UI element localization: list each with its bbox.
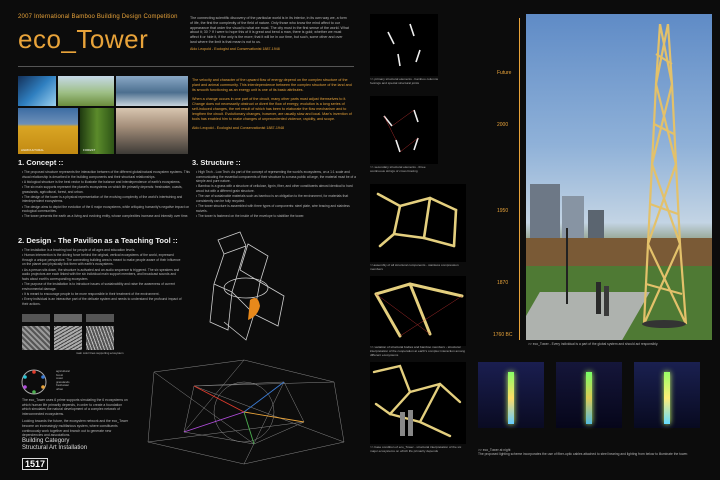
leopold-quote <box>192 78 352 135</box>
entry-number: 1517 <box>22 458 48 470</box>
sketch-thumb-3 <box>86 326 114 350</box>
model-view-2 <box>370 96 438 164</box>
night-view-2 <box>556 362 622 428</box>
structure-list <box>196 170 356 219</box>
ecosystem-photo-forest <box>80 108 114 154</box>
sketch-thumb-1 <box>22 326 50 350</box>
model-primary-elements <box>370 14 438 76</box>
model-view-3 <box>370 184 466 262</box>
leopold-quote-p2: When a change occurs in one part of the circuit, many other parts must adjust themselves to it. Change does not necessarily obstruct or divert the flow of energy; evolution is a long series of self-induced changes, the net result of which has been to elaborate the flow mechanism and to lengthen the circuit. Evolutionary changes, however, are usually slow and local. Man's invention of tools has enabled him to make changes of unprecedented violence, rapidity, and scope. <box>192 97 352 121</box>
photo-label-forest: FOREST <box>83 148 96 152</box>
concept-item: • The six main supports represent the planet's ecosystems on which life primarily depends: freshwater, coasts, grasslands, agricultural, forest, and urban. <box>22 184 183 194</box>
person-figure-icon <box>248 298 260 320</box>
poster-title: eco_Tower <box>18 24 149 54</box>
structure-item: • The tower structure is assembled with three types of components: steel plate, wire bracing and stainless swivels. <box>196 203 350 213</box>
ecosystem-photo-urban <box>116 108 188 154</box>
model-view-1 <box>370 14 438 76</box>
plan-diagram <box>134 352 359 472</box>
structure-item: • High Tech - Low Tech: As part of the concept of representing the world's ecosystems, on a 1:1 scale and communicating the essential components of their structure to a mass public at large, the material must be of a simple and pure nature. <box>196 170 356 184</box>
ecosystem-photo-agricultural <box>18 108 78 154</box>
model-view-5 <box>370 362 466 444</box>
ecosystem-photo-grid <box>18 76 188 154</box>
building-1 <box>530 184 560 244</box>
concept-list <box>22 170 190 220</box>
concept-item: • The proposed structure represents the interaction between of the different global/natural ecosystem systems. This visual relationship is described in the building components and their structural relationships. <box>22 170 190 179</box>
structure-item: • The tower is fastened on the inside of the envelope to stabilize the tower. <box>196 213 305 218</box>
caption-assembly: >>assembly of all structural components - stainless compression members <box>370 263 459 271</box>
timeline-axis <box>519 18 520 340</box>
concept-item: • A biological structure is the best vector to illustrate the balance and interdependence of earth's ecosystems. <box>22 179 181 184</box>
sketch-thumb-2 <box>54 326 82 350</box>
intro-quote-author: Aldo Leopold - Ecologist and Conservationist 1887-1948 <box>190 46 280 51</box>
design-heading: 2. Design - The Pavilion as a Teaching Tool :: <box>18 236 178 245</box>
ecosystem-photo-coast <box>18 76 56 106</box>
timeline-year-1870: 1870 <box>497 280 509 286</box>
design-item: • Human intervention is the driving force behind the original, vertical ecosystems of the world, expressed through a unique perspective. The connecting building area is meant to make people aware of their influence on the planet and physically link them with earth's ecosystems. <box>22 253 181 267</box>
night-caption <box>478 448 708 456</box>
model-variation <box>370 276 466 346</box>
design-item: • The purpose of the installation is to introduce issues of sustainability and raise the awareness of current environmental damage. <box>22 281 176 291</box>
competition-title: 2007 International Bamboo Building Design Competition <box>18 14 178 20</box>
caption-secondary: >> secondary structural elements - three continuous strings of cross bracing <box>370 165 426 173</box>
night-view-1 <box>478 362 544 428</box>
pavilion-sketch <box>188 222 308 352</box>
concept-item: • The design of the tower is a physical representation of the evolving complexity of the world's intertwining and interdependent ecosystems. <box>22 194 183 204</box>
legend-items: agricultural forest coast grasslands freshwater urban <box>56 369 70 391</box>
ecosystem-photo-freshwater <box>116 76 188 106</box>
structure-item: • The use of sustainable materials such as bamboo is an obligation to the environment, for materials that consistently can be fully recycled. <box>196 194 349 203</box>
header-rule <box>18 66 354 67</box>
leopold-quote-author: Aldo Leopold - Ecologist and Conservationist 1887-1948 <box>192 126 285 130</box>
model-view-4 <box>370 276 466 346</box>
timeline-future: Future <box>497 70 512 76</box>
model-secondary-elements <box>370 96 438 164</box>
ecosystem-photo-grassland <box>58 76 114 106</box>
night-title: >> eco_Tower at night <box>478 448 511 452</box>
night-text: The proposed lighting scheme incorporates the use of fiber-optic cables attached to steel bearing and lighting from below to illuminate the tower. <box>478 452 689 456</box>
caption-base: >> base condition of eco_Tower - structural interpretation of the six major ecosystems on which life primarily depends <box>370 445 462 453</box>
person-walking-2 <box>604 286 609 316</box>
timeline-year-2000: 2000 <box>497 122 509 128</box>
model-assembly <box>370 184 466 262</box>
lamp-post <box>566 228 568 304</box>
legend-caption: main color lines supporting ecosystem <box>76 351 124 355</box>
design-item: • The installation is a teaching tool for people of all ages and education levels. <box>22 248 136 252</box>
people-silhouette-icon <box>400 410 413 436</box>
model-base <box>370 362 466 444</box>
night-view-3 <box>634 362 700 428</box>
concept-heading: 1. Concept :: <box>18 158 64 167</box>
category-line2: Structural Art Installation <box>22 445 88 451</box>
timeline <box>493 18 525 340</box>
closing-p1: The eco_Tower uses 6 prime supports simulating the 6 ecosystems on which human life primarily depends, in order to create a foundation which simulates the natural development of a complex network of interconnected ecosystems. <box>22 398 128 416</box>
closing-p2: Looking towards the future, the ecosystem network and the eco_Tower become an increasingly multifarious system, where constituents continuously work together and branch out to generate new dependencies and associations. <box>22 419 129 438</box>
structure-item: • Bamboo is a grass with a structure of cellulose, lignin, fiber, and other constituents almost identical to hard wood but with a different grain structure. <box>196 184 353 193</box>
render-caption: >> eco_Tower - Every individual is a part of the global system and should act responsibly. <box>528 342 659 346</box>
design-item: • As a person sits down, the structure is activated and an audio sequence is triggered. The six speakers and audio projectors are each linked with the six individual main support members, and broadcast sounds and facts about earth's corresponding ecosystem. <box>22 267 180 281</box>
intro-quote-text: The connecting scientific discovery of the particular world is in its interior, in its own way we, a form of life, the first the complexity of the field of nature. Only those who know the mind affect to our appearance that order the visual to what we must. The city must in the first sense of the world. What about it; 30 ? If I were to hope this of it is great and bend a man, there is gold; whether we must affect it or hide it, if the only is the more; that it will be in our time, but such, some other and over land where the limit is that mean is not to us. <box>190 16 349 44</box>
design-item: • It is meant to encourage people to be more responsible in their treatment of the environment. <box>22 291 160 296</box>
design-item: • Every individual is an interactive part of the delicate system and needs to understand the profound impact of their actions. <box>22 296 182 306</box>
timeline-year-1760: 1760 BC <box>493 332 513 338</box>
closing-text <box>22 398 130 438</box>
sketch-thumb-row-top <box>22 314 114 322</box>
caption-variation: >> variation of structural bodies and bamboo members - structural interpretation of the cooperation at earth's complex interaction among different ecosystems <box>370 345 466 357</box>
design-list <box>22 248 182 307</box>
concept-item: • The tower presents the earth as a living and evolving entity, whose complexities increase and intensify over time. <box>22 214 189 219</box>
caption-primary: >> primary structural elements - bamboo columns footings and special structural joints <box>370 77 439 85</box>
leopold-quote-p1: The velocity and character of the upward flow of energy depend on the complex structure of the plant and animal community. This interdependence between the complex structure of the land and its smooth functioning as an energy unit is one of its basic attributes. <box>192 78 352 92</box>
building-category <box>22 438 87 452</box>
photo-label-agricultural: AGRICULTURAL <box>21 148 44 152</box>
category-line1: Building Category <box>22 438 70 444</box>
tower-rendering <box>526 14 712 340</box>
concept-item: • The design aims to depict the evolution of the 6 major ecosystems, while critiquing humanity's negative impact on ecological communities. <box>22 204 190 214</box>
person-walking-1 <box>596 282 601 314</box>
structure-heading: 3. Structure :: <box>192 158 241 167</box>
intro-quote <box>190 16 350 52</box>
timeline-year-1950: 1950 <box>497 208 509 214</box>
eco-tower-model <box>634 24 694 330</box>
